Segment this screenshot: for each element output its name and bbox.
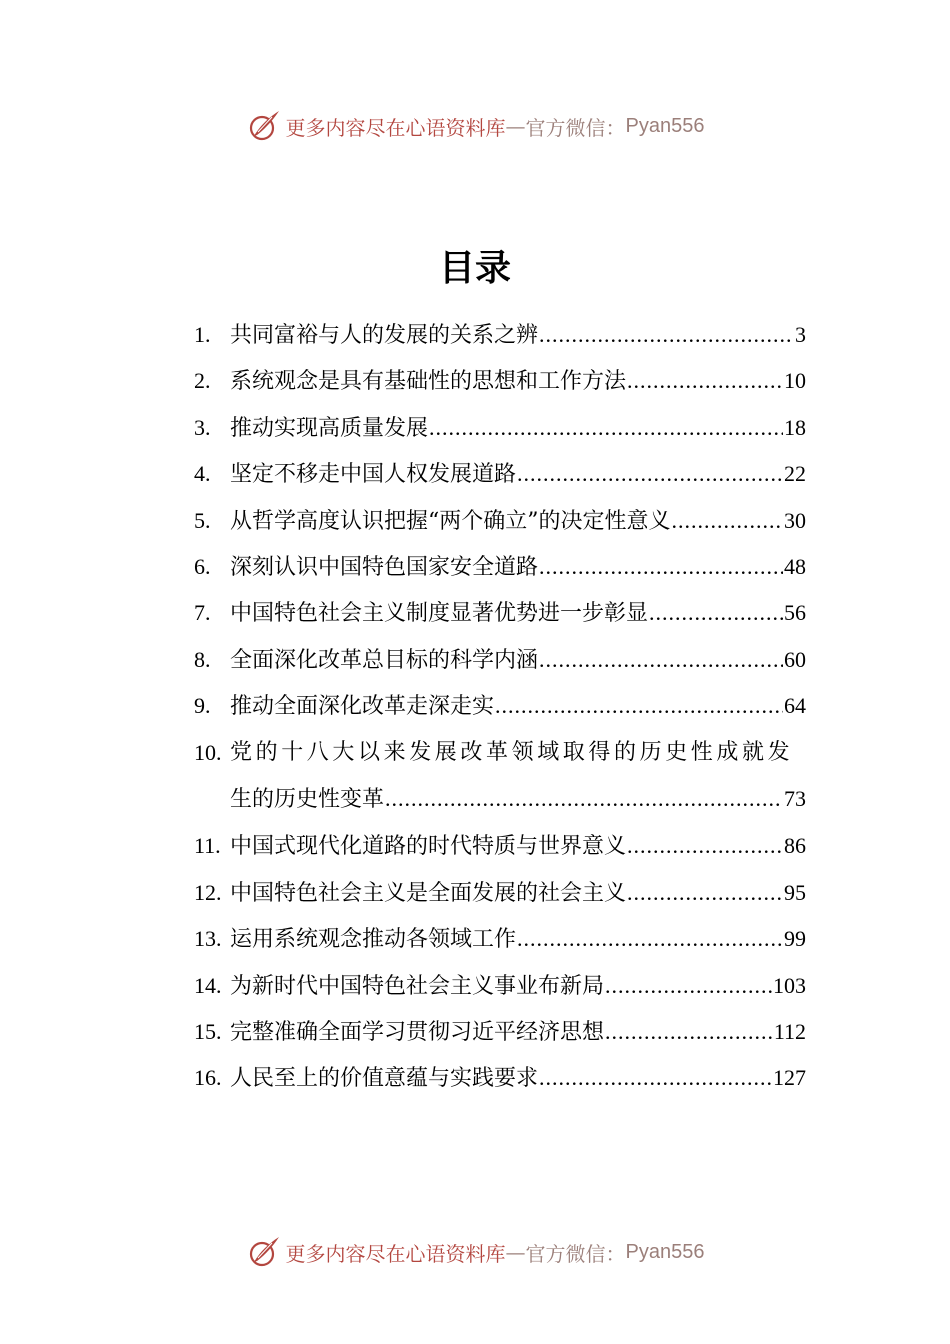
dot-leader bbox=[627, 870, 783, 916]
dot-leader bbox=[605, 963, 772, 1009]
toc-page: 127 bbox=[773, 1065, 806, 1091]
toc-title: 系统观念是具有基础性的思想和工作方法 bbox=[230, 369, 627, 395]
quill-pen-logo-icon bbox=[246, 1234, 282, 1270]
dot-leader bbox=[539, 312, 794, 358]
toc-title: 完整准确全面学习贯彻习近平经济思想 bbox=[230, 1019, 605, 1045]
page-title: 目录 bbox=[438, 247, 511, 289]
toc-number: 8. bbox=[194, 646, 211, 672]
toc-entry[interactable] bbox=[194, 870, 806, 916]
toc-title: 运用系统观念推动各领域工作 bbox=[230, 927, 517, 953]
toc-entry[interactable] bbox=[194, 637, 806, 683]
dot-leader bbox=[517, 451, 783, 497]
toc-page: 95 bbox=[784, 879, 806, 905]
toc-entry[interactable] bbox=[194, 590, 806, 636]
toc-page: 60 bbox=[784, 646, 806, 672]
toc-title-line2: 生的历史性变革 bbox=[230, 786, 385, 812]
toc-number: 3. bbox=[194, 414, 211, 440]
quill-pen-logo-icon bbox=[246, 108, 282, 144]
header-banner bbox=[0, 106, 950, 146]
dot-leader bbox=[539, 1055, 772, 1101]
dot-leader bbox=[649, 590, 783, 636]
toc-title: 共同富裕与人的发展的关系之辨 bbox=[230, 323, 539, 348]
toc-title: 中国特色社会主义是全面发展的社会主义 bbox=[230, 880, 627, 906]
toc-number: 7. bbox=[194, 600, 211, 626]
dot-leader bbox=[627, 358, 783, 404]
table-of-contents bbox=[194, 312, 806, 1102]
banner-wechat-id: Pyan556 bbox=[625, 1240, 705, 1263]
toc-entry[interactable] bbox=[194, 451, 806, 497]
toc-title: 中国式现代化道路的时代特质与世界意义 bbox=[230, 834, 627, 860]
banner-dash: — bbox=[505, 1240, 526, 1264]
toc-number: 15. bbox=[194, 1018, 222, 1044]
toc-title: 坚定不移走中国人权发展道路 bbox=[230, 462, 517, 488]
toc-entry[interactable] bbox=[194, 498, 806, 544]
toc-number: 16. bbox=[194, 1065, 222, 1091]
toc-entry[interactable] bbox=[194, 405, 806, 451]
dot-leader bbox=[539, 637, 783, 683]
toc-page: 112 bbox=[773, 1018, 806, 1044]
toc-number: 1. bbox=[194, 322, 211, 347]
toc-entry[interactable] bbox=[194, 823, 806, 869]
toc-page: 86 bbox=[784, 833, 806, 859]
toc-entry[interactable] bbox=[194, 1055, 806, 1101]
dot-leader bbox=[605, 1009, 773, 1055]
toc-entry[interactable] bbox=[194, 312, 806, 358]
dot-leader bbox=[627, 823, 783, 869]
toc-title-line1: 党的十八大以来发展改革领域取得的历史性成就发 bbox=[230, 739, 794, 765]
toc-entry[interactable] bbox=[194, 916, 806, 962]
banner-wechat-id: Pyan556 bbox=[625, 114, 705, 137]
dot-leader bbox=[385, 776, 783, 822]
toc-page: 73 bbox=[784, 785, 806, 811]
dot-leader bbox=[672, 498, 784, 544]
toc-title: 为新时代中国特色社会主义事业布新局 bbox=[230, 973, 605, 999]
footer-banner bbox=[0, 1232, 950, 1272]
toc-number: 10. bbox=[194, 739, 222, 765]
toc-number: 2. bbox=[194, 368, 211, 394]
dot-leader bbox=[495, 683, 783, 729]
banner-text: 更多内容尽在心语资料库 bbox=[285, 1241, 506, 1266]
toc-entry[interactable] bbox=[194, 963, 806, 1009]
toc-number: 6. bbox=[194, 553, 211, 579]
toc-title: 中国特色社会主义制度显著优势进一步彰显 bbox=[230, 601, 649, 627]
toc-title: 全面深化改革总目标的科学内涵 bbox=[230, 647, 539, 673]
dot-leader bbox=[429, 405, 783, 451]
toc-page: 22 bbox=[784, 461, 806, 487]
toc-page: 64 bbox=[784, 693, 806, 719]
toc-number: 14. bbox=[194, 972, 222, 998]
toc-title: 推动实现高质量发展 bbox=[230, 415, 429, 441]
toc-page: 103 bbox=[773, 972, 806, 998]
toc-number: 4. bbox=[194, 461, 211, 487]
banner-dash: — bbox=[505, 114, 526, 138]
toc-entry[interactable] bbox=[194, 683, 806, 729]
banner-text: 更多内容尽在心语资料库 bbox=[285, 115, 506, 140]
toc-entry-line2 bbox=[194, 776, 806, 823]
toc-page: 30 bbox=[784, 507, 806, 533]
toc-title: 深刻认识中国特色国家安全道路 bbox=[230, 554, 539, 580]
dot-leader bbox=[517, 916, 783, 962]
toc-number: 9. bbox=[194, 693, 211, 719]
toc-title: 从哲学高度认识把握“两个确立”的决定性意义 bbox=[230, 508, 671, 534]
toc-page: 18 bbox=[784, 414, 806, 440]
toc-number: 11. bbox=[194, 833, 221, 859]
toc-entry[interactable] bbox=[194, 1009, 806, 1055]
toc-page: 3 bbox=[795, 322, 806, 347]
toc-entry[interactable] bbox=[194, 544, 806, 590]
toc-page: 48 bbox=[784, 553, 806, 579]
toc-number: 5. bbox=[194, 507, 211, 533]
toc-entry-line1 bbox=[194, 730, 806, 776]
toc-entry[interactable] bbox=[194, 730, 806, 824]
toc-page: 56 bbox=[784, 600, 806, 626]
banner-wechat-label: 官方微信： bbox=[525, 115, 626, 140]
toc-number: 13. bbox=[194, 926, 222, 952]
toc-title: 推动全面深化改革走深走实 bbox=[230, 694, 495, 720]
banner-wechat-label: 官方微信： bbox=[525, 1241, 626, 1266]
toc-entry[interactable] bbox=[194, 358, 806, 404]
toc-page: 10 bbox=[784, 368, 806, 394]
toc-number: 12. bbox=[194, 879, 222, 905]
dot-leader bbox=[539, 544, 783, 590]
toc-page: 99 bbox=[784, 926, 806, 952]
toc-title: 人民至上的价值意蕴与实践要求 bbox=[230, 1066, 539, 1092]
